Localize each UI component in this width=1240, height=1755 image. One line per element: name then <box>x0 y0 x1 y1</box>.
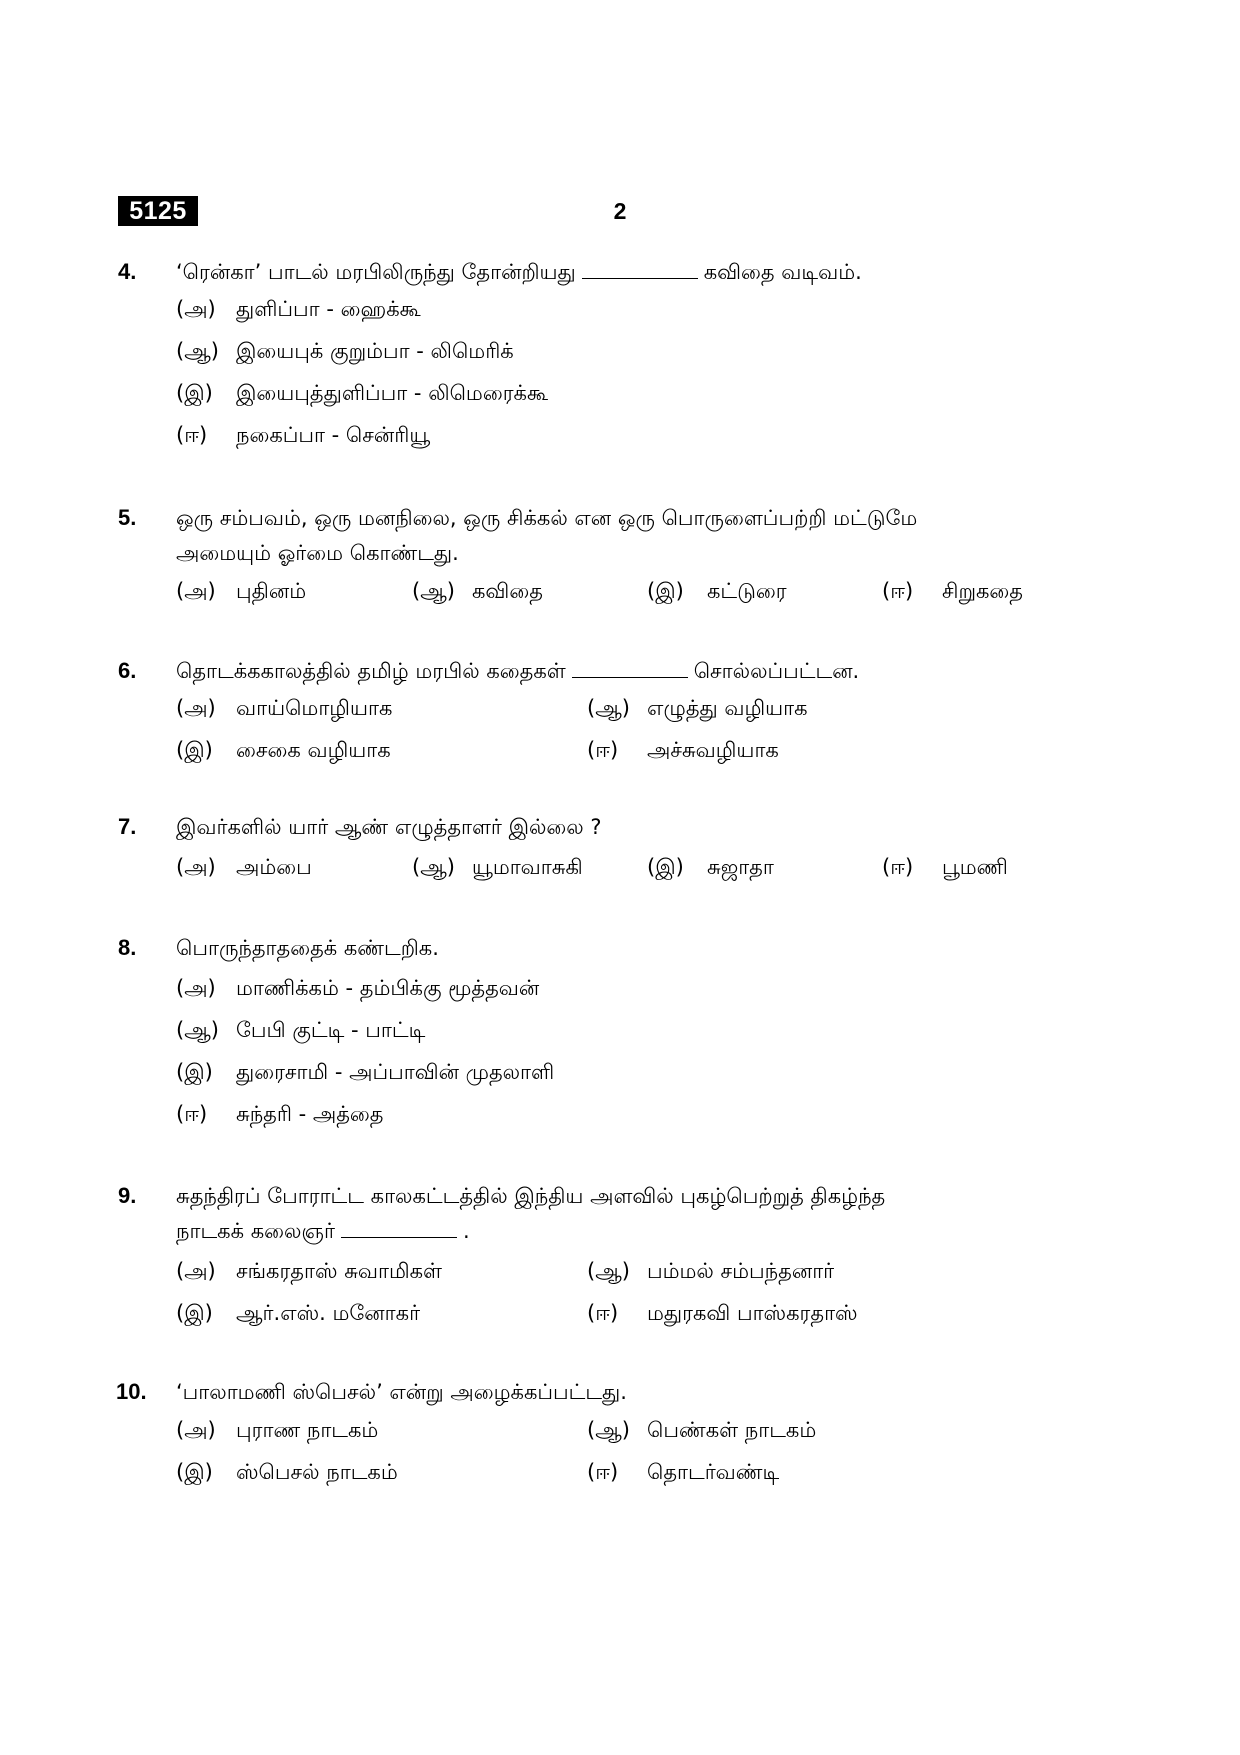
answer-blank <box>572 655 688 678</box>
question-number: 10. <box>116 1379 147 1404</box>
option-text: புதினம் <box>236 579 307 603</box>
option-label: (ஆ) <box>587 1259 630 1283</box>
question-text-line: ஒரு சம்பவம், ஒரு மனநிலை, ஒரு சிக்கல் என ஒரு பொருளைப்பற்றி மட்டுமே <box>176 506 918 530</box>
question-number: 7. <box>118 814 137 839</box>
option-d[interactable] <box>176 1099 383 1129</box>
option-text: பம்மல் சம்பந்தனார் <box>647 1259 835 1283</box>
option-text: சுஜாதா <box>707 855 774 879</box>
option-label: (அ) <box>176 696 216 720</box>
answer-blank <box>341 1215 457 1238</box>
option-text: எழுத்து வழியாக <box>647 696 808 720</box>
question-number: 4. <box>118 259 137 284</box>
option-label: (அ) <box>176 1259 216 1283</box>
option-label: (ஈ) <box>176 423 208 447</box>
option-text: நகைப்பா - சென்ரியூ <box>236 423 431 447</box>
option-text: சுந்தரி - அத்தை <box>236 1102 384 1126</box>
option-label: (ஆ) <box>412 855 455 879</box>
option-text: சங்கரதாஸ் சுவாமிகள் <box>236 1259 443 1283</box>
option-label: (அ) <box>176 855 216 879</box>
question-text-part: ‘ரென்கா’ பாடல் மரபிலிருந்து தோன்றியது <box>176 260 576 284</box>
option-a[interactable] <box>176 1415 378 1445</box>
option-label: (ஈ) <box>882 579 914 603</box>
option-c[interactable] <box>176 1057 554 1087</box>
option-label: (அ) <box>176 976 216 1000</box>
option-a[interactable] <box>176 576 306 606</box>
option-a[interactable] <box>176 693 392 723</box>
option-d[interactable] <box>587 1457 779 1487</box>
option-text: இயைபுத்துளிப்பா - லிமெரைக்கூ <box>236 381 549 405</box>
option-label: (ஈ) <box>882 855 914 879</box>
question-text <box>176 501 1076 571</box>
option-label: (அ) <box>176 297 216 321</box>
option-label: (இ) <box>176 1460 213 1484</box>
option-text: வாய்மொழியாக <box>236 696 393 720</box>
option-d[interactable] <box>882 576 1023 606</box>
question-text-part: தொடக்ககாலத்தில் தமிழ் மரபில் கதைகள் <box>176 659 566 683</box>
option-label: (ஈ) <box>587 1460 619 1484</box>
option-text: பேபி குட்டி - பாட்டி <box>236 1018 426 1042</box>
option-label: (ஈ) <box>587 1301 619 1325</box>
option-c[interactable] <box>176 1298 420 1328</box>
option-text: இயைபுக் குறும்பா - லிமெரிக் <box>236 339 514 363</box>
option-label: (ஆ) <box>176 339 219 363</box>
option-text: கவிதை <box>472 579 543 603</box>
question-text-line: சுதந்திரப் போராட்ட காலகட்டத்தில் இந்திய அளவில் புகழ்பெற்றுத் திகழ்ந்த <box>176 1184 886 1208</box>
option-label: (அ) <box>176 1418 216 1442</box>
question-number: 6. <box>118 658 137 683</box>
option-label: (ஆ) <box>587 696 630 720</box>
option-label: (இ) <box>176 381 213 405</box>
option-c[interactable] <box>176 735 391 765</box>
option-c[interactable] <box>176 378 548 408</box>
option-a[interactable] <box>176 973 539 1003</box>
option-a[interactable] <box>176 852 312 882</box>
option-text: புராண நாடகம் <box>236 1418 379 1442</box>
question-text <box>176 654 1076 689</box>
option-text: சைகை வழியாக <box>236 738 391 762</box>
option-label: (ஈ) <box>587 738 619 762</box>
option-d[interactable] <box>882 852 1008 882</box>
question-text-line-2 <box>176 1214 1076 1249</box>
option-text: துரைசாமி - அப்பாவின் முதலாளி <box>236 1060 555 1084</box>
option-text: கட்டுரை <box>707 579 787 603</box>
question-number: 5. <box>118 505 137 530</box>
answer-blank <box>582 256 698 279</box>
question-number: 8. <box>118 935 137 960</box>
option-label: (இ) <box>176 1301 213 1325</box>
option-text: பெண்கள் நாடகம் <box>647 1418 817 1442</box>
option-d[interactable] <box>176 420 430 450</box>
question-text-part: சொல்லப்பட்டன. <box>693 659 860 683</box>
option-b[interactable] <box>587 1256 834 1286</box>
option-text: ஸ்பெசல் நாடகம் <box>236 1460 398 1484</box>
option-label: (இ) <box>176 738 213 762</box>
question-text: பொருந்தாததைக் கண்டறிக. <box>176 936 439 960</box>
question-text <box>176 1179 1076 1249</box>
question-text <box>176 255 1076 290</box>
option-text: மாணிக்கம் - தம்பிக்கு மூத்தவன் <box>236 976 540 1000</box>
question-text-part: கவிதை வடிவம். <box>703 260 862 284</box>
option-text: அம்பை <box>236 855 312 879</box>
page-number: 2 <box>613 198 627 224</box>
option-label: (ஈ) <box>176 1102 208 1126</box>
option-text: பூமணி <box>942 855 1008 879</box>
question-text-line: அமையும் ஓர்மை கொண்டது. <box>176 541 459 565</box>
option-label: (ஆ) <box>412 579 455 603</box>
question-text: ‘பாலாமணி ஸ்பெசல்’ என்று அழைக்கப்பட்டது. <box>176 1380 627 1404</box>
option-text: அச்சுவழியாக <box>647 738 779 762</box>
option-b[interactable] <box>412 576 543 606</box>
option-c[interactable] <box>647 852 774 882</box>
option-text: மதுரகவி பாஸ்கரதாஸ் <box>647 1301 858 1325</box>
question-text-part: நாடகக் கலைஞர் <box>176 1219 335 1243</box>
option-text: சிறுகதை <box>942 579 1023 603</box>
question-text-part: . <box>462 1219 470 1243</box>
option-text: துளிப்பா - ஹைக்கூ <box>236 297 421 321</box>
option-text: ஆர்.எஸ். மனோகர் <box>236 1301 421 1325</box>
paper-code-badge: 5125 <box>118 196 198 226</box>
question-number: 9. <box>118 1183 137 1208</box>
option-c[interactable] <box>176 1457 398 1487</box>
option-c[interactable] <box>647 576 787 606</box>
option-b[interactable] <box>176 336 514 366</box>
option-text: தொடர்வண்டி <box>647 1460 780 1484</box>
option-a[interactable] <box>176 294 421 324</box>
option-b[interactable] <box>587 1415 816 1445</box>
option-d[interactable] <box>587 735 779 765</box>
option-label: (ஆ) <box>587 1418 630 1442</box>
option-b[interactable] <box>412 852 583 882</box>
option-label: (இ) <box>176 1060 213 1084</box>
option-a[interactable] <box>176 1256 442 1286</box>
option-text: யூமாவாசுகி <box>472 855 583 879</box>
question-text: இவர்களில் யார் ஆண் எழுத்தாளர் இல்லை ? <box>176 815 602 839</box>
option-label: (இ) <box>647 579 684 603</box>
option-label: (ஆ) <box>176 1018 219 1042</box>
option-d[interactable] <box>587 1298 858 1328</box>
option-label: (இ) <box>647 855 684 879</box>
option-b[interactable] <box>176 1015 425 1045</box>
option-label: (அ) <box>176 579 216 603</box>
option-b[interactable] <box>587 693 808 723</box>
